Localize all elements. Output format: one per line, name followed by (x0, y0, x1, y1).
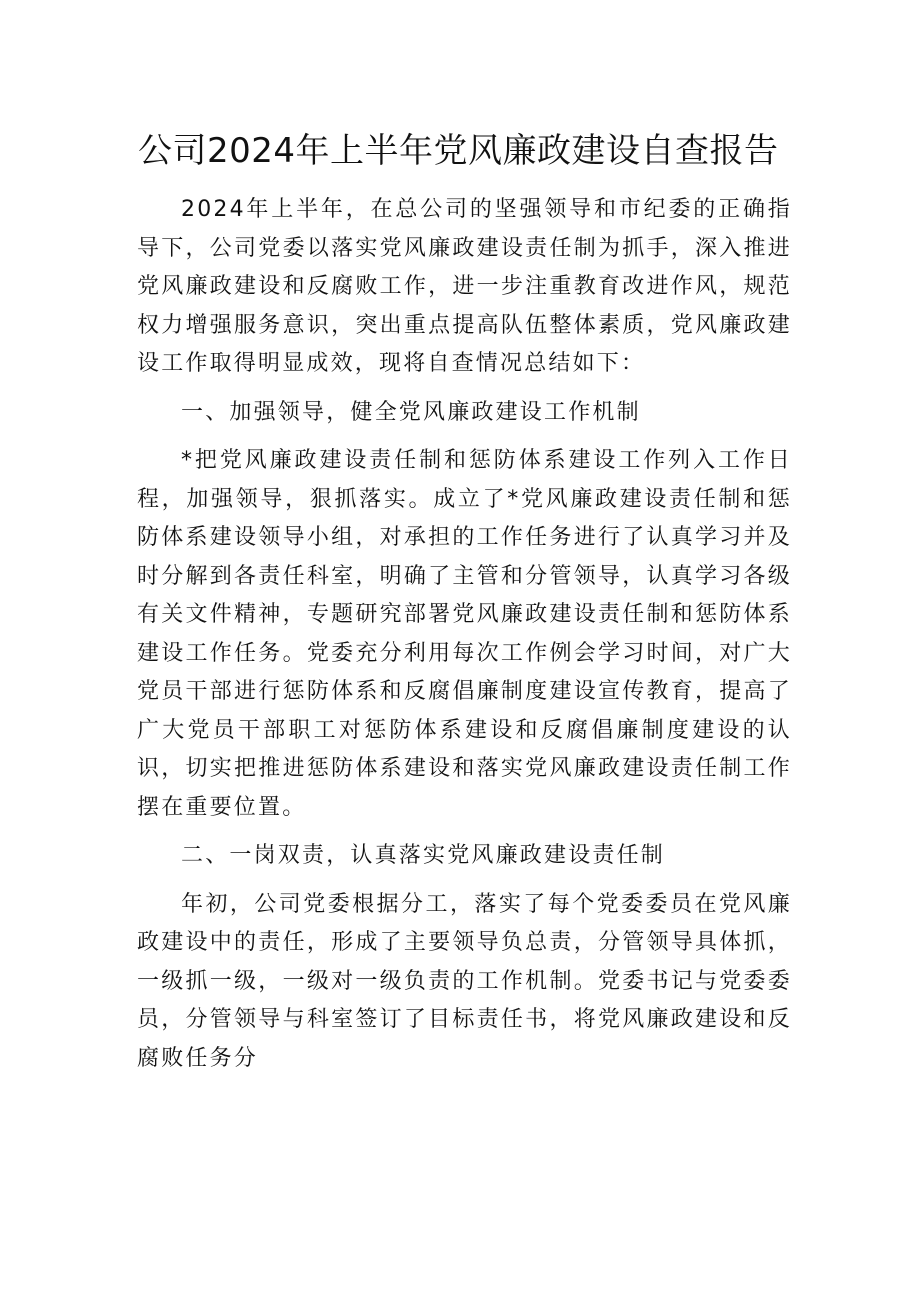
intro-paragraph: 2024年上半年，在总公司的坚强领导和市纪委的正确指导下，公司党委以落实党风廉政建设责任制为抓手，深入推进党风廉政建设和反腐败工作，进一步注重教育改进作风，规范权力增强服务意识，突出重点提高队伍整体素质，党风廉政建设工作取得明显成效，现将自查情况总结如下： (137, 197, 792, 376)
section-1-paragraph: *把党风廉政建设责任制和惩防体系建设工作列入工作日程，加强领导，狠抓落实。成立了*党风廉政建设责任制和惩防体系建设领导小组，对承担的工作任务进行了认真学习并及时分解到各责任科室，明确了主管和分管领导，认真学习各级有关文件精神，专题研究部署党风廉政建设责任制和惩防体系建设工作任务。党委充分利用每次工作例会学习时间，对广大党员干部进行惩防体系和反腐倡廉制度建设宣传教育，提高了广大党员干部职工对惩防体系建设和反腐倡廉制度建设的认识，切实把推进惩防体系建设和落实党风廉政建设责任制工作摆在重要位置。 (137, 448, 792, 820)
document-body (137, 191, 792, 1078)
section-heading-2: 二、一岗双责，认真落实党风廉政建设责任制 (181, 843, 666, 868)
section-heading-1: 一、加强领导，健全党风廉政建设工作机制 (181, 399, 641, 425)
section-2-paragraph: 年初，公司党委根据分工，落实了每个党委委员在党风廉政建设中的责任，形成了主要领导负总责，分管领导具体抓，一级抓一级，一级对一级负责的工作机制。党委书记与党委委员，分管领导与科室签订了目标责任书，将党风廉政建设和反腐败任务分 (137, 891, 792, 1071)
document-title: 公司2024年上半年党风廉政建设自查报告 (138, 131, 779, 171)
